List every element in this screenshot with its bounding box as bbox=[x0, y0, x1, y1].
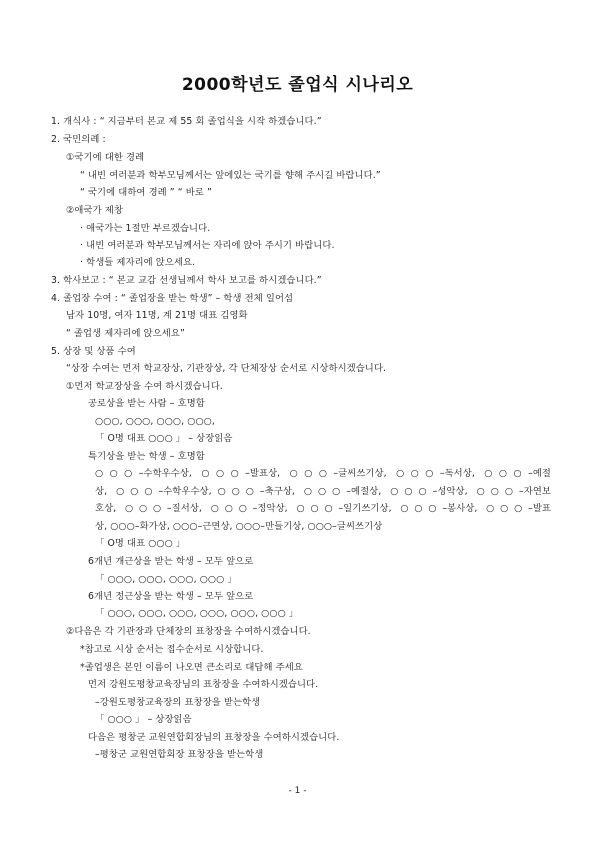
text-line: · 학생들 제자리에 앉으세요. bbox=[80, 257, 196, 268]
text-line: 3. 학사보고 : “ 본교 교감 선생님께서 학사 보고를 하시겠습니다.” bbox=[51, 275, 322, 286]
text-line: “ 국기에 대하여 경례 ” “ 바로 ” bbox=[80, 187, 212, 198]
text-line: 1. 개식사 : “ 지금부터 본교 제 55 회 졸업식을 시작 하겠습니다.” bbox=[51, 116, 322, 127]
text-line: 6개년 정근상을 받는 학생 – 모두 앞으로 bbox=[88, 591, 254, 602]
text-line: 「 ○○○, ○○○, ○○○, ○○○ 」 bbox=[95, 574, 237, 585]
text-line: 먼저 강원도평창교육장님의 표창장을 수여하시겠습니다. bbox=[88, 679, 319, 690]
text-line: ②애국가 제창 bbox=[66, 205, 123, 216]
text-line: “상장 수여는 먼저 학교장상, 기관장상, 각 단체장상 순서로 시상하시겠습니다. bbox=[66, 363, 387, 374]
text-line: 호상, ○○○–질서상, ○○○–정악상, ○○○–일기쓰기상, ○○○–봉사상, ○○○–발표 bbox=[95, 503, 551, 514]
document-title: 2000학년도 졸업식 시나리오 bbox=[181, 75, 414, 95]
text-line: “ 졸업생 제자리에 앉으세요” bbox=[66, 328, 185, 339]
text-line: “ 내빈 여러분과 학부모님께서는 앞에있는 국기를 향해 주시길 바랍니다.” bbox=[80, 170, 381, 181]
page-number: - 1 - bbox=[288, 786, 307, 796]
text-line: –강원도평창교육장의 표창장을 받는학생 bbox=[95, 697, 261, 708]
text-line: 「 O명 대표 ○○○ 」 – 상장읽음 bbox=[95, 433, 233, 444]
text-line: –평창군 교원연합회장 표창장을 받는학생 bbox=[95, 749, 264, 760]
text-line: ②다음은 각 기관장과 단체장의 표창장을 수여하시겠습니다. bbox=[66, 626, 311, 637]
text-line: 「 ○○○, ○○○, ○○○, ○○○, ○○○, ○○○ 」 bbox=[95, 608, 299, 619]
text-line: 6개년 개근상을 받는 학생 – 모두 앞으로 bbox=[88, 556, 254, 567]
text-line: · 애국가는 1절만 부르겠습니다. bbox=[80, 223, 211, 234]
text-line: ①먼저 학교장상을 수여 하시겠습니다. bbox=[66, 381, 223, 392]
text-line: 「 ○○○ 」 – 상장읽음 bbox=[95, 714, 192, 725]
text-line: *졸업생은 본인 이름이 나오면 큰소리로 대답해 주세요 bbox=[80, 662, 303, 673]
text-line: 남자 10명, 여자 11명, 계 21명 대표 김영화 bbox=[66, 310, 248, 321]
text-line: *참고로 시상 순서는 접수순서로 시상합니다. bbox=[80, 644, 264, 655]
text-line: ①국기에 대한 경례 bbox=[66, 152, 145, 163]
text-line: ○○○, ○○○, ○○○, ○○○, bbox=[95, 416, 215, 427]
text-line: 「 O명 대표 ○○○ 」 bbox=[95, 538, 186, 549]
text-line: 상, ○○○–화가상, ○○○–근면상, ○○○–만들기상, ○○○–글씨쓰기상 bbox=[95, 521, 383, 532]
text-line: · 내빈 여러분과 학부모님께서는 자리에 앉아 주시기 바랍니다. bbox=[80, 240, 335, 251]
text-line: 2. 국민의례 : bbox=[51, 134, 106, 145]
text-line: ○○○–수학우수상, ○○○–발표상, ○○○–글씨쓰기상, ○○○–독서상, ○○○–예절 bbox=[95, 468, 551, 479]
text-line: 4. 졸업장 수여 : “ 졸업장을 받는 학생” – 학생 전체 일어섬 bbox=[51, 293, 294, 304]
text-line: 상, ○○○–수학우수상,○○○–축구상, ○○○–예절상, ○○○–성악상, ○○○–자연보 bbox=[95, 486, 551, 497]
text-line: 다음은 평창군 교원연합회장님의 표창장을 수여하시겠습니다. bbox=[88, 732, 340, 743]
text-line: 특기상을 받는 학생 – 호명함 bbox=[88, 451, 205, 462]
text-line: 5. 상장 및 상품 수여 bbox=[51, 346, 136, 357]
text-line: 공로상을 받는 사람 – 호명함 bbox=[88, 398, 205, 409]
